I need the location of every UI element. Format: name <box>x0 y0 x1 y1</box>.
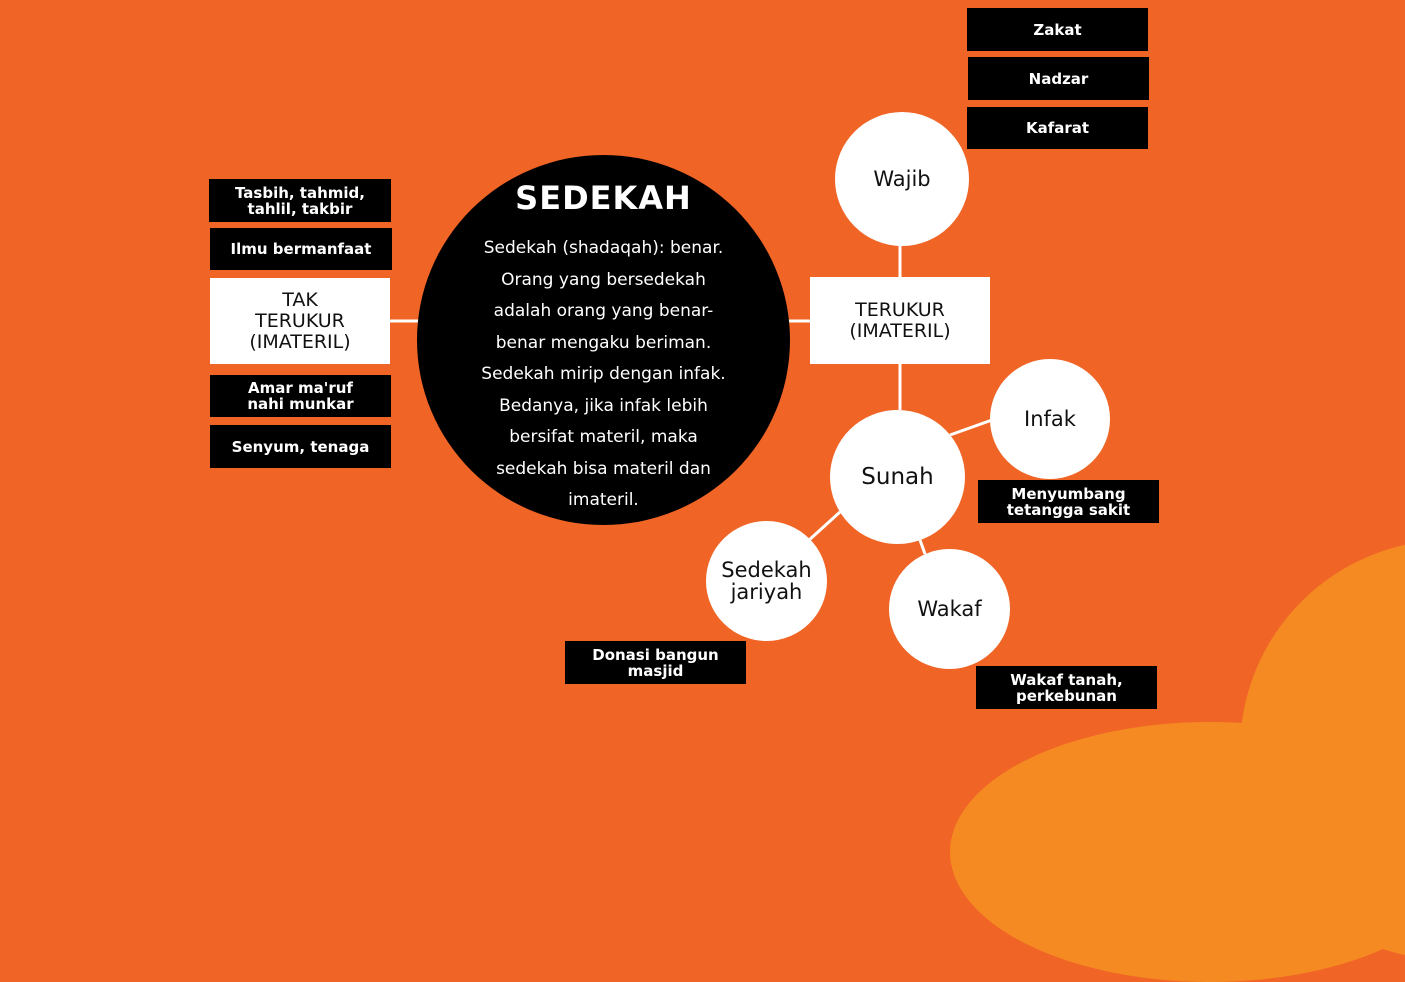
connector-jariyah <box>808 512 840 541</box>
center-line: benar mengaku beriman. <box>495 332 712 353</box>
center-line: sedekah bisa materil dan <box>496 458 711 479</box>
center-title: SEDEKAH <box>515 179 692 217</box>
jariyah-label: Sedekah jariyah <box>721 558 812 604</box>
jariyah-circle <box>706 521 827 641</box>
center-description <box>481 233 725 517</box>
wajib-label: Wajib <box>873 167 931 191</box>
wakaf-example: Wakaf tanah, perkebunan <box>976 666 1157 709</box>
center-line: Sedekah (shadaqah): benar. <box>483 238 724 258</box>
center-line: Sedekah mirip dengan infak. <box>481 364 726 384</box>
connector-infak <box>950 420 992 435</box>
infak-example: Menyumbang tetangga sakit <box>978 480 1159 523</box>
center-line: adalah orang yang benar- <box>493 301 714 321</box>
center-line: Bedanya, jika infak lebih <box>499 395 708 416</box>
left-item-senyum: Senyum, tenaga <box>210 425 391 468</box>
center-circle <box>417 155 790 525</box>
left-item-ilmu: Ilmu bermanfaat <box>210 228 392 270</box>
center-line: Orang yang bersedekah <box>501 269 706 290</box>
connector-wakaf <box>920 540 925 554</box>
left-category-box: TAK TERUKUR (IMATERIL) <box>210 278 390 364</box>
sunah-label: Sunah <box>861 464 934 490</box>
jariyah-example: Donasi bangun masjid <box>565 641 746 684</box>
center-line: bersifat materil, maka <box>509 427 698 447</box>
left-item-tasbih: Tasbih, tahmid, tahlil, takbir <box>209 179 391 222</box>
left-item-amar-makruf: Amar ma'ruf nahi munkar <box>210 375 391 417</box>
center-line: imateril. <box>568 490 639 510</box>
right-category-box: TERUKUR (IMATERIL) <box>810 277 990 364</box>
wakaf-circle <box>889 549 1010 669</box>
wajib-item-zakat: Zakat <box>967 8 1148 51</box>
wajib-item-nadzar: Nadzar <box>968 57 1149 100</box>
wakaf-label: Wakaf <box>917 597 982 621</box>
wajib-item-kafarat: Kafarat <box>967 107 1148 149</box>
infak-circle <box>990 359 1110 479</box>
wajib-circle <box>835 112 969 246</box>
infak-label: Infak <box>1024 407 1076 431</box>
sunah-circle <box>830 410 965 544</box>
